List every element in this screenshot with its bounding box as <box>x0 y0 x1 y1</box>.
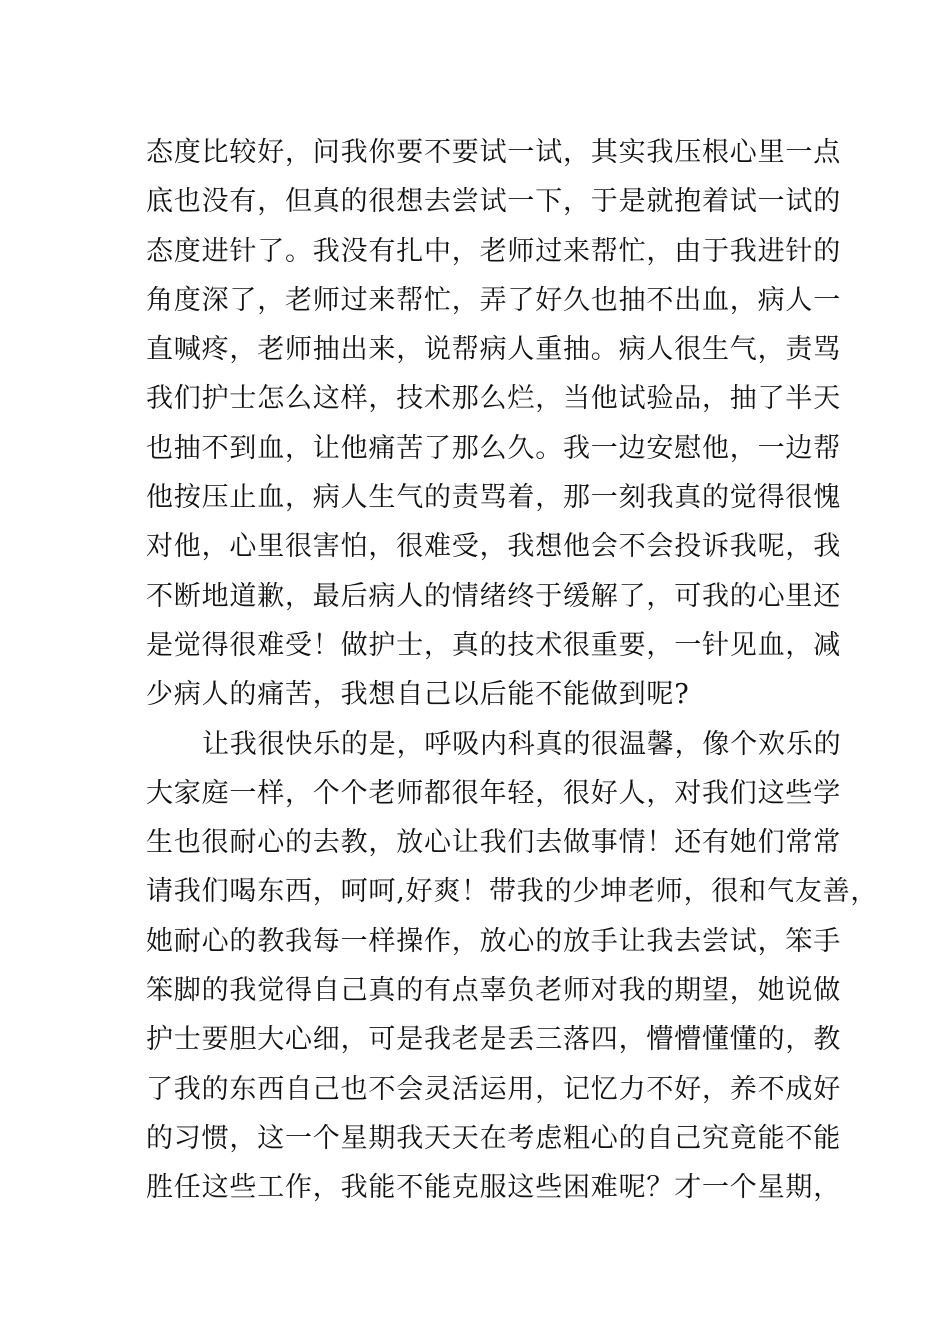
text-line: 生也很耐心的去教，放心让我们去做事情！还有她们常常 <box>146 827 841 859</box>
text-line: 是觉得很难受！做护士，真的技术很重要，一针见血，减 <box>146 629 841 661</box>
text-line: 请我们喝东西，呵呵,好爽！带我的少坤老师，很和气友善， <box>146 876 879 908</box>
text-line: 少病人的痛苦，我想自己以后能不能做到呢? <box>146 679 690 711</box>
text-line: 的习惯，这一个星期我天天在考虑粗心的自己究竟能不能 <box>146 1122 841 1154</box>
text-line-indented: 让我很快乐的是，呼吸内科真的很温馨，像个欢乐的 <box>202 728 842 760</box>
text-line: 了我的东西自己也不会灵活运用，记忆力不好，养不成好 <box>146 1073 841 1105</box>
text-line: 大家庭一样，个个老师都很年轻，很好人，对我们这些学 <box>146 777 841 809</box>
text-line: 胜任这些工作，我能不能克服这些困难呢？才一个星期， <box>146 1172 841 1204</box>
text-line: 他按压止血，病人生气的责骂着，那一刻我真的觉得很愧 <box>146 482 841 514</box>
text-line: 直喊疼，老师抽出来，说帮病人重抽。病人很生气，责骂 <box>146 334 841 366</box>
text-line: 也抽不到血，让他痛苦了那么久。我一边安慰他，一边帮 <box>146 432 841 464</box>
text-line: 她耐心的教我每一样操作，放心的放手让我去尝试，笨手 <box>146 925 841 957</box>
paragraph-2 <box>146 720 879 1213</box>
document-body <box>146 128 879 1213</box>
text-line: 态度进针了。我没有扎中，老师过来帮忙，由于我进针的 <box>146 235 841 267</box>
text-line: 笨脚的我觉得自己真的有点辜负老师对我的期望，她说做 <box>146 975 841 1007</box>
text-line: 对他，心里很害怕，很难受，我想他会不会投诉我呢，我 <box>146 531 841 563</box>
text-line: 护士要胆大心细，可是我老是丢三落四，懵懵懂懂的，教 <box>146 1024 841 1056</box>
text-line: 态度比较好，问我你要不要试一试，其实我压根心里一点 <box>146 137 841 168</box>
text-line: 我们护士怎么这样，技术那么烂，当他试验品，抽了半天 <box>146 383 841 415</box>
text-line: 角度深了，老师过来帮忙，弄了好久也抽不出血，病人一 <box>146 284 841 316</box>
text-line: 底也没有，但真的很想去尝试一下，于是就抱着试一试的 <box>146 186 841 218</box>
text-line: 不断地道歉，最后病人的情绪终于缓解了，可我的心里还 <box>146 580 841 612</box>
paragraph-1 <box>146 128 841 720</box>
